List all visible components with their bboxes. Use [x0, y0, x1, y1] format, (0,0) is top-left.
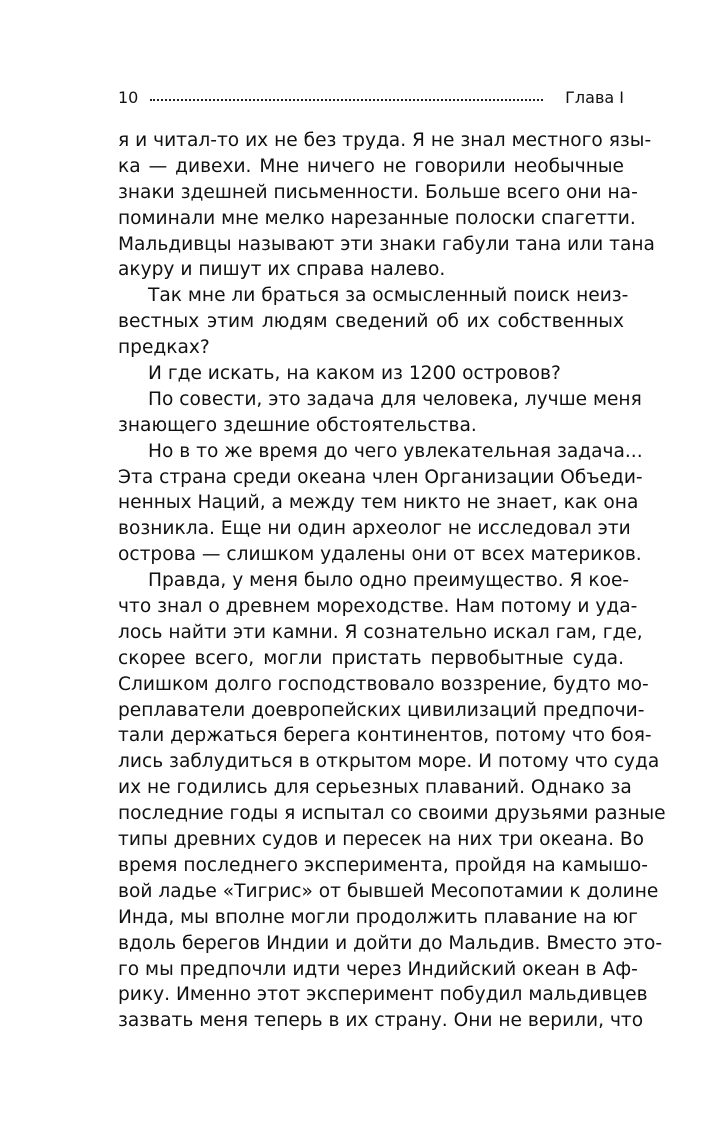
text-line: Инда, мы вполне могли продолжить плавание на юг	[118, 906, 638, 928]
text-line: вдоль берегов Индии и дойти до Мальдив. Вместо это-	[118, 932, 663, 954]
text-line: рику. Именно этот эксперимент побудил мальдивцев	[118, 984, 648, 1006]
text-line: го мы предпочли идти через Индийский океан в Аф-	[118, 958, 638, 980]
paragraph-start-line: По совести, это задача для человека, лучше меня	[148, 388, 642, 410]
text-line: лось найти эти камни. Я сознательно искал гам, где,	[118, 621, 643, 643]
text-line: вестных этим людям сведений об их собственных	[118, 311, 624, 333]
text-line: вой ладье «Тигрис» от бывшей Месопотамии к долине	[118, 880, 659, 902]
header-dotted-rule	[150, 99, 543, 101]
text-line: ка — дивехи. Мне ничего не говорили необычные	[118, 155, 624, 177]
page-number: 10	[118, 87, 139, 107]
text-line: ненных Наций, а между тем никто не знает, как она	[118, 492, 639, 514]
text-line: Мальдивцы называют эти знаки габули тана или тана	[118, 233, 655, 255]
text-line: Эта страна среди океана член Организации Объеди-	[118, 466, 643, 488]
text-line: акуру и пишут их справа налево.	[118, 259, 446, 281]
text-line: поминали мне мелко нарезанные полоски спагетти.	[118, 207, 636, 229]
text-line: знаки здешней письменности. Больше всего они на-	[118, 181, 638, 203]
text-line: знающего здешние обстоятельства.	[118, 414, 477, 436]
text-line: что знал о древнем мореходстве. Нам потому и уда-	[118, 596, 638, 618]
running-header	[118, 84, 624, 110]
text-line: возникла. Еще ни один археолог не исследовал эти	[118, 518, 631, 540]
text-line: лись заблудиться в открытом море. И потому что суда	[118, 751, 660, 773]
text-line: Слишком долго господствовало воззрение, будто мо-	[118, 673, 649, 695]
text-line: я и читал-то их не без труда. Я не знал местного язы-	[118, 130, 652, 151]
text-line: тали держаться берега континентов, потому что боя-	[118, 725, 652, 747]
text-line: их не годились для серьезных плаваний. Однако за	[118, 777, 632, 799]
paragraph-start-line: Но в то же время до чего увлекательная задача...	[148, 440, 643, 462]
body-text	[118, 128, 666, 1034]
text-line: предках?	[118, 337, 210, 359]
paragraph-start-line: Так мне ли браться за осмысленный поиск неиз-	[148, 285, 629, 307]
text-line: реплаватели доевропейских цивилизаций предпочи-	[118, 699, 645, 721]
paragraph-start-line: И где искать, на каком из 1200 островов?	[148, 363, 561, 385]
text-line: типы древних судов и пересек на них три океана. Во	[118, 829, 645, 851]
text-line: время последнего эксперимента, пройдя на камышо-	[118, 854, 648, 876]
text-line: скорее всего, могли пристать первобытные суда.	[118, 647, 624, 669]
chapter-label: Глава I	[565, 87, 624, 107]
text-line: последние годы я испытал со своими друзьями разные	[118, 803, 666, 825]
text-line: зазвать меня теперь в их страну. Они не верили, что	[118, 1010, 644, 1032]
text-line: острова — слишком удалены они от всех материков.	[118, 544, 642, 566]
paragraph-start-line: Правда, у меня было одно преимущество. Я кое-	[148, 570, 630, 592]
